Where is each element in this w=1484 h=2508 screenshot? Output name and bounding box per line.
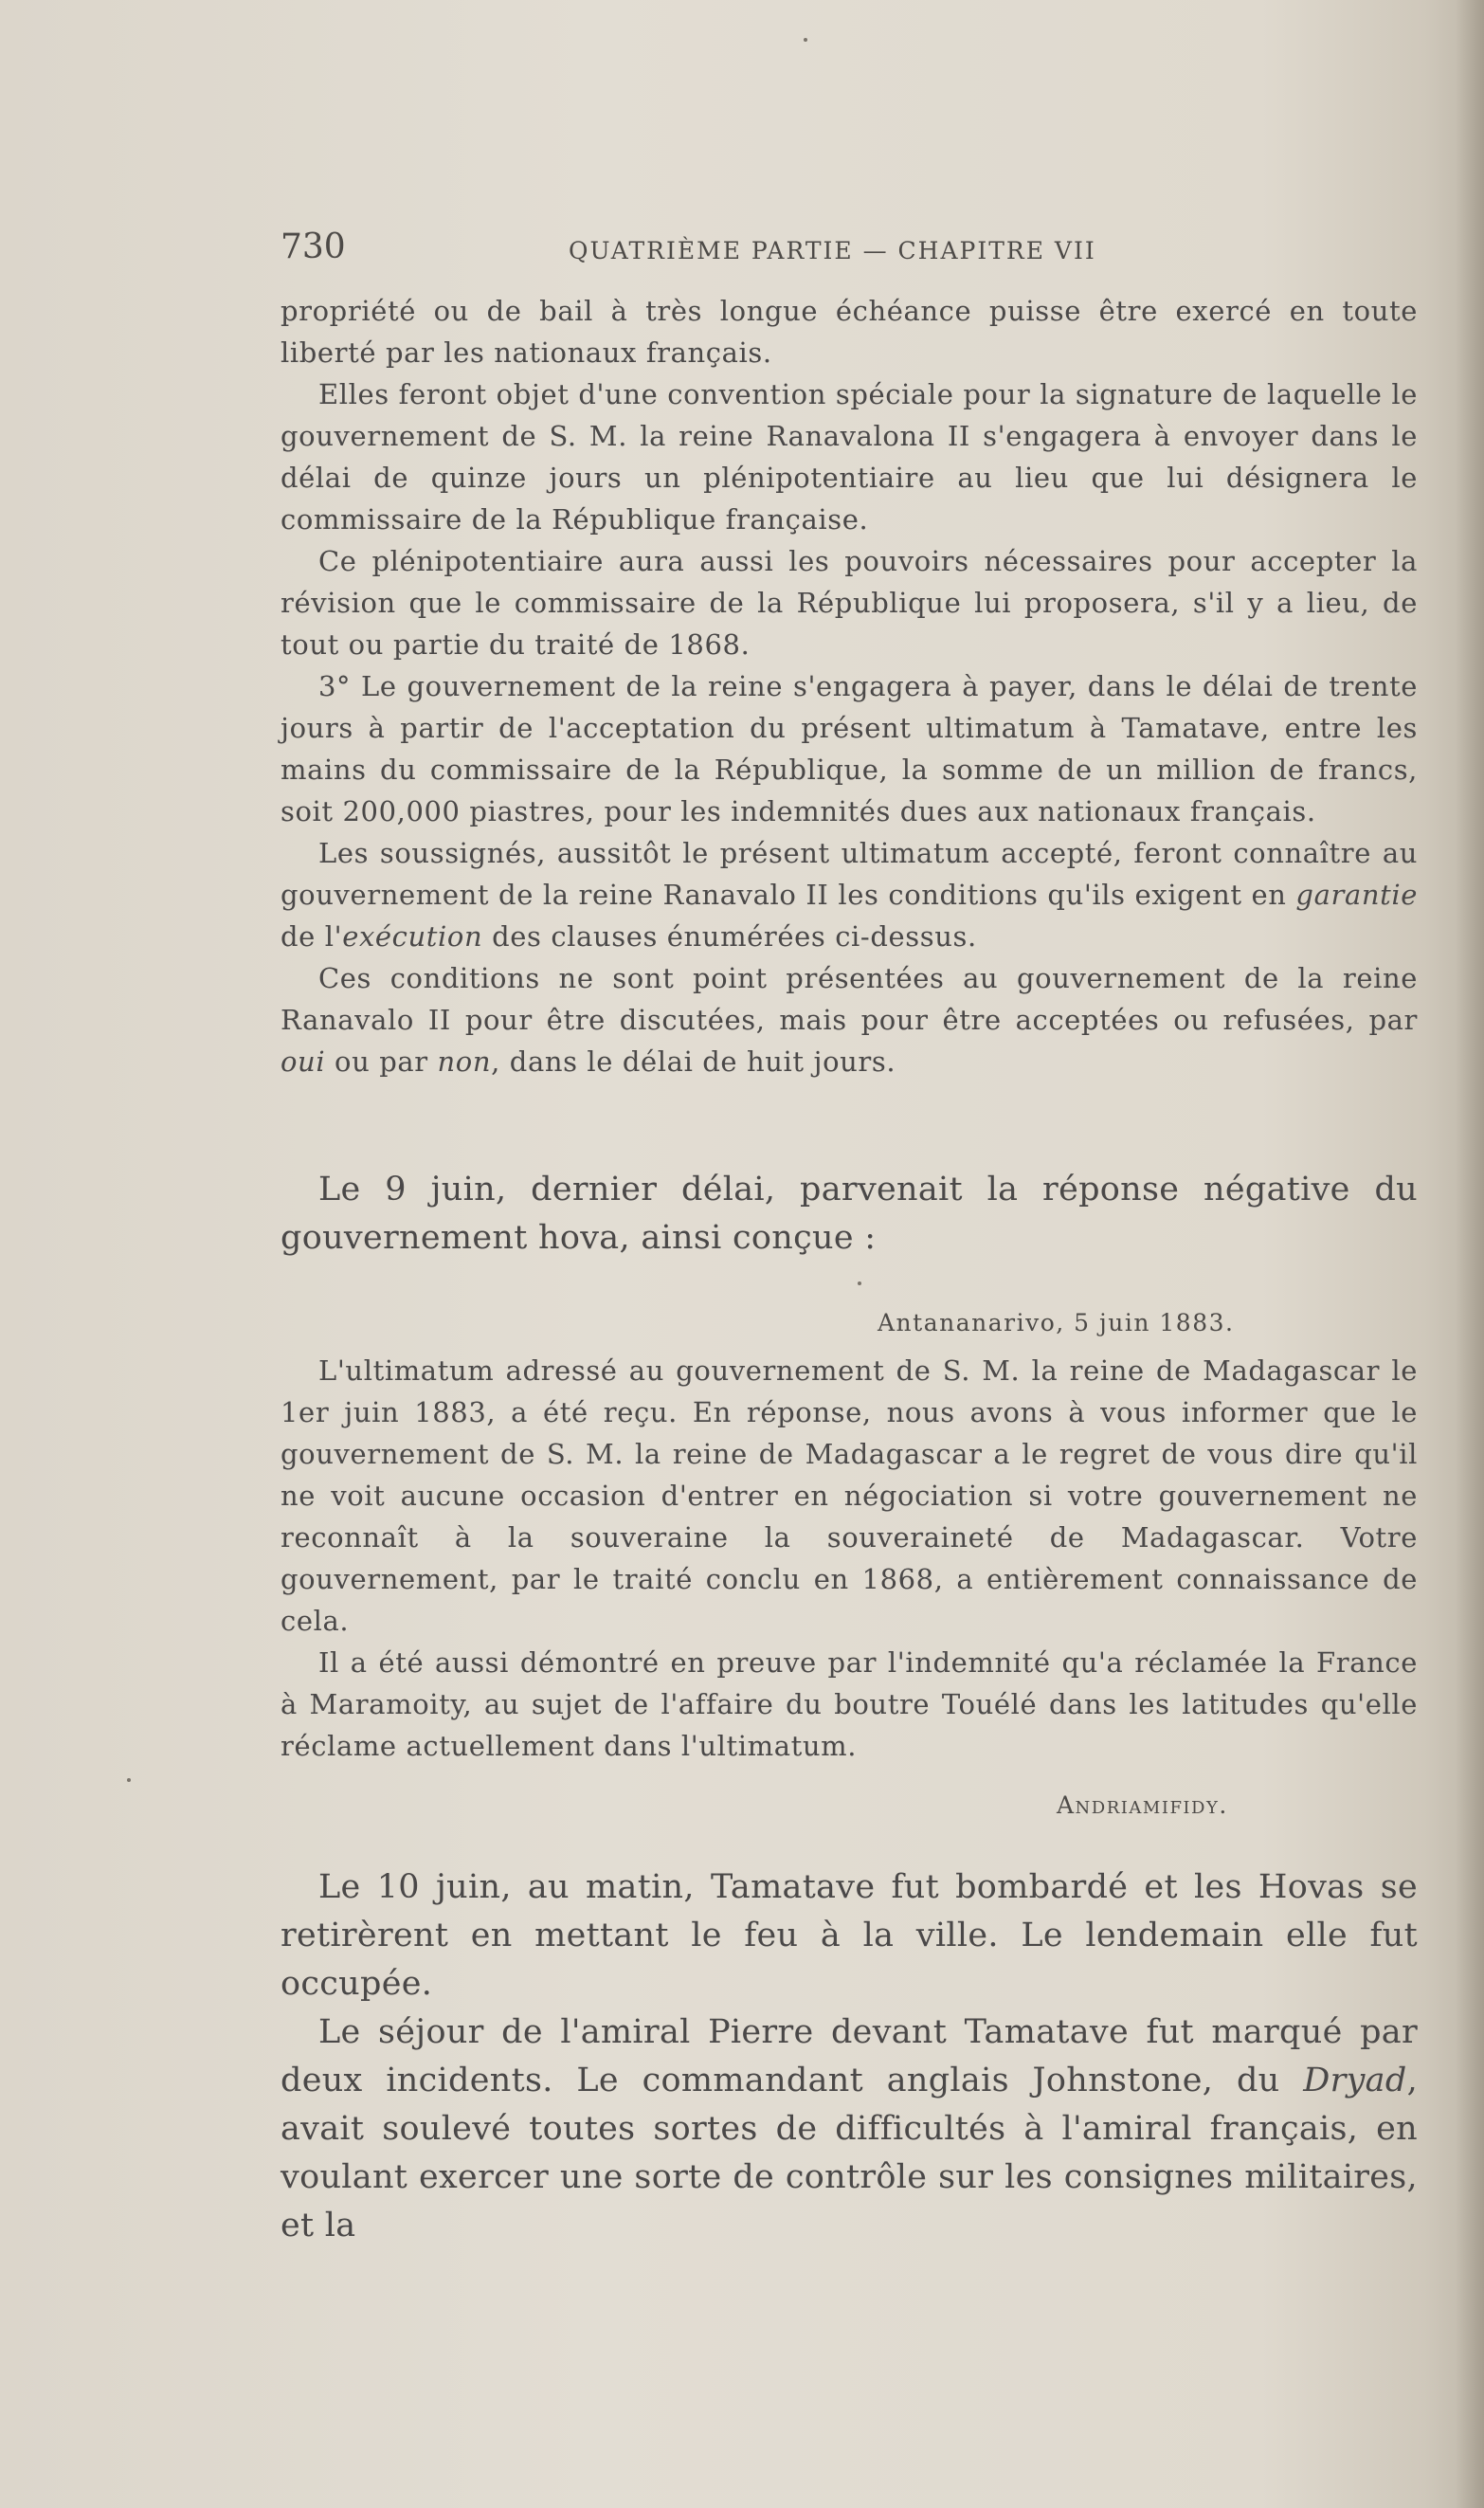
paragraph: 3° Le gouvernement de la reine s'engagera à payer, dans le délai de trente jours à partir de l'acceptation du présent ultimatum à Tamatave, entre les mains du commissaire de la République, la somme de un million de francs, soit 200,000 piastres, pour les indemnités dues aux nationaux français. (281, 670, 1418, 827)
narrative-paragraph (281, 1166, 1418, 1263)
signature: Andriamifidy. (1057, 1791, 1228, 1819)
paper-speck (804, 38, 807, 42)
running-head: QUATRIÈME PARTIE — CHAPITRE VII (569, 237, 1096, 264)
paragraph: L'ultimatum adressé au gouvernement de S. M. la reine de Madagascar le 1er juin 1883, a été reçu. En réponse, nous avons à vous informer que le gouvernement de S. M. la reine de Madagascar a le regret de vous dire qu'il ne voit aucune occasion d'entrer en négociation si votre gouvernement ne reconnaît à la souveraine la souveraineté de Madagascar. Votre gouvernement, par le traité conclu en 1868, a entièrement connaissance de cela. (281, 1354, 1418, 1637)
narrative-text (281, 1863, 1418, 2250)
response-text (281, 1350, 1418, 1767)
paper-speck (127, 1778, 131, 1782)
page-edge-shadow (1456, 0, 1484, 2508)
emphasis: garantie (1295, 879, 1418, 911)
emphasis: oui (281, 1045, 326, 1078)
paragraph: Elles feront objet d'une convention spéciale pour la signature de laquelle le gouvernement de S. M. la reine Ranavalona II s'engagera à envoyer dans le délai de quinze jours un plénipotentiaire au lieu que lui désignera le commissaire de la République française. (281, 378, 1418, 536)
paragraph: Il a été aussi démontré en preuve par l'indemnité qu'a réclamée la France à Maramoity, au sujet de l'affaire du boutre Touélé dans les latitudes qu'elle réclame actuellement dans l'ultimatum. (281, 1646, 1418, 1762)
emphasis: Dryad (1303, 2062, 1407, 2099)
paragraph: Le séjour de l'amiral Pierre devant Tamatave fut marqué par deux incidents. Le commandant anglais Johnstone, du Dryad, avait soulevé toutes sortes de difficultés à l'amiral français, en voulant exercer une sorte de contrôle sur les consignes militaires, et la (281, 2013, 1418, 2244)
page-header (281, 227, 1418, 275)
emphasis: non (437, 1045, 492, 1078)
ultimatum-text (281, 290, 1418, 1082)
dateline: Antananarivo, 5 juin 1883. (878, 1309, 1235, 1336)
paragraph: Le 10 juin, au matin, Tamatave fut bombardé et les Hovas se retirèrent en mettant le feu à la ville. Le lendemain elle fut occupée. (281, 1868, 1418, 2003)
paragraph: propriété ou de bail à très longue échéance puisse être exercé en toute liberté par les nationaux français. (281, 295, 1418, 369)
paper-speck (858, 1281, 861, 1285)
emphasis: exécution (342, 920, 483, 953)
paragraph: Ce plénipotentiaire aura aussi les pouvoirs nécessaires pour accepter la révision que le commissaire de la République lui proposera, s'il y a lieu, de tout ou partie du traité de 1868. (281, 545, 1418, 661)
paragraph: Le 9 juin, dernier délai, parvenait la réponse négative du gouvernement hova, ainsi conçue : (281, 1171, 1418, 1257)
page-number: 730 (281, 227, 346, 266)
paragraph: Les soussignés, aussitôt le présent ultimatum accepté, feront connaître au gouvernement de la reine Ranavalo II les conditions qu'ils exigent en garantie de l'exécution des clauses énumérées ci-dessus. (281, 837, 1418, 953)
paragraph: Ces conditions ne sont point présentées au gouvernement de la reine Ranavalo II pour être discutées, mais pour être acceptées ou refusées, par oui ou par non, dans le délai de huit jours. (281, 962, 1418, 1078)
